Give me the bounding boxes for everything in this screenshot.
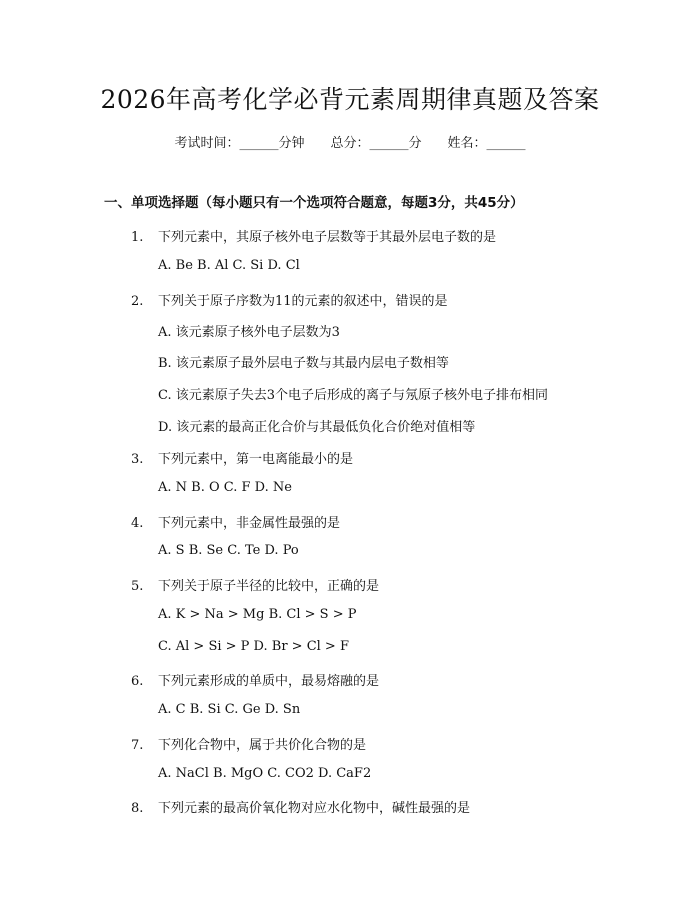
question [131, 797, 470, 816]
question-option: D. 该元素的最高正化合价与其最低负化合价绝对值相等 [158, 420, 476, 435]
page-title: 2026年高考化学必背元素周期律真题及答案 [100, 85, 600, 114]
question-text: 下列化合物中，属于共价化合物的是 [158, 738, 367, 753]
question [131, 226, 496, 245]
question-number: 8. [131, 801, 144, 816]
question-text: 下列关于原子半径的比较中，正确的是 [158, 579, 380, 594]
question-text: 下列元素中，其原子核外电子层数等于其最外层电子数的是 [158, 230, 497, 245]
question [131, 512, 340, 531]
question-option: A. 该元素原子核外电子层数为3 [158, 325, 340, 340]
question [131, 575, 379, 594]
total-score: 总分：______分 [330, 136, 422, 151]
question [131, 734, 366, 753]
exam-meta [0, 132, 700, 151]
section-heading: 一、单项选择题（每小题只有一个选项符合题意，每题3分，共45分） [104, 195, 524, 211]
question [131, 290, 448, 309]
question-options: A. Be B. Al C. Si D. Cl [158, 258, 300, 273]
question-option: B. 该元素原子最外层电子数与其最内层电子数相等 [158, 356, 449, 371]
question-option: A. K > Na > Mg B. Cl > S > P [158, 607, 357, 622]
exam-time: 考试时间：______分钟 [174, 136, 305, 151]
question-options: A. NaCl B. MgO C. CO2 D. CaF2 [158, 766, 372, 781]
question-number: 3. [131, 452, 144, 467]
question-number: 1. [131, 230, 144, 245]
question-text: 下列关于原子序数为11的元素的叙述中，错误的是 [158, 294, 448, 309]
question-text: 下列元素中，非金属性最强的是 [158, 516, 341, 531]
question-number: 5. [131, 579, 144, 594]
question [131, 448, 353, 467]
question-number: 7. [131, 738, 144, 753]
question-text: 下列元素的最高价氧化物对应水化物中，碱性最强的是 [158, 801, 471, 816]
question-text: 下列元素中，第一电离能最小的是 [158, 452, 354, 467]
question-options: A. C B. Si C. Ge D. Sn [158, 702, 301, 717]
question-options: A. S B. Se C. Te D. Po [158, 543, 299, 558]
question-options: A. N B. O C. F D. Ne [158, 480, 292, 495]
question-number: 6. [131, 674, 144, 689]
question-text: 下列元素形成的单质中，最易熔融的是 [158, 674, 380, 689]
student-name: 姓名：______ [447, 136, 526, 151]
question-option: C. Al > Si > P D. Br > Cl > F [158, 639, 349, 654]
question [131, 670, 379, 689]
question-number: 4. [131, 516, 144, 531]
question-number: 2. [131, 294, 144, 309]
question-option: C. 该元素原子失去3个电子后形成的离子与氖原子核外电子排布相同 [158, 388, 549, 403]
